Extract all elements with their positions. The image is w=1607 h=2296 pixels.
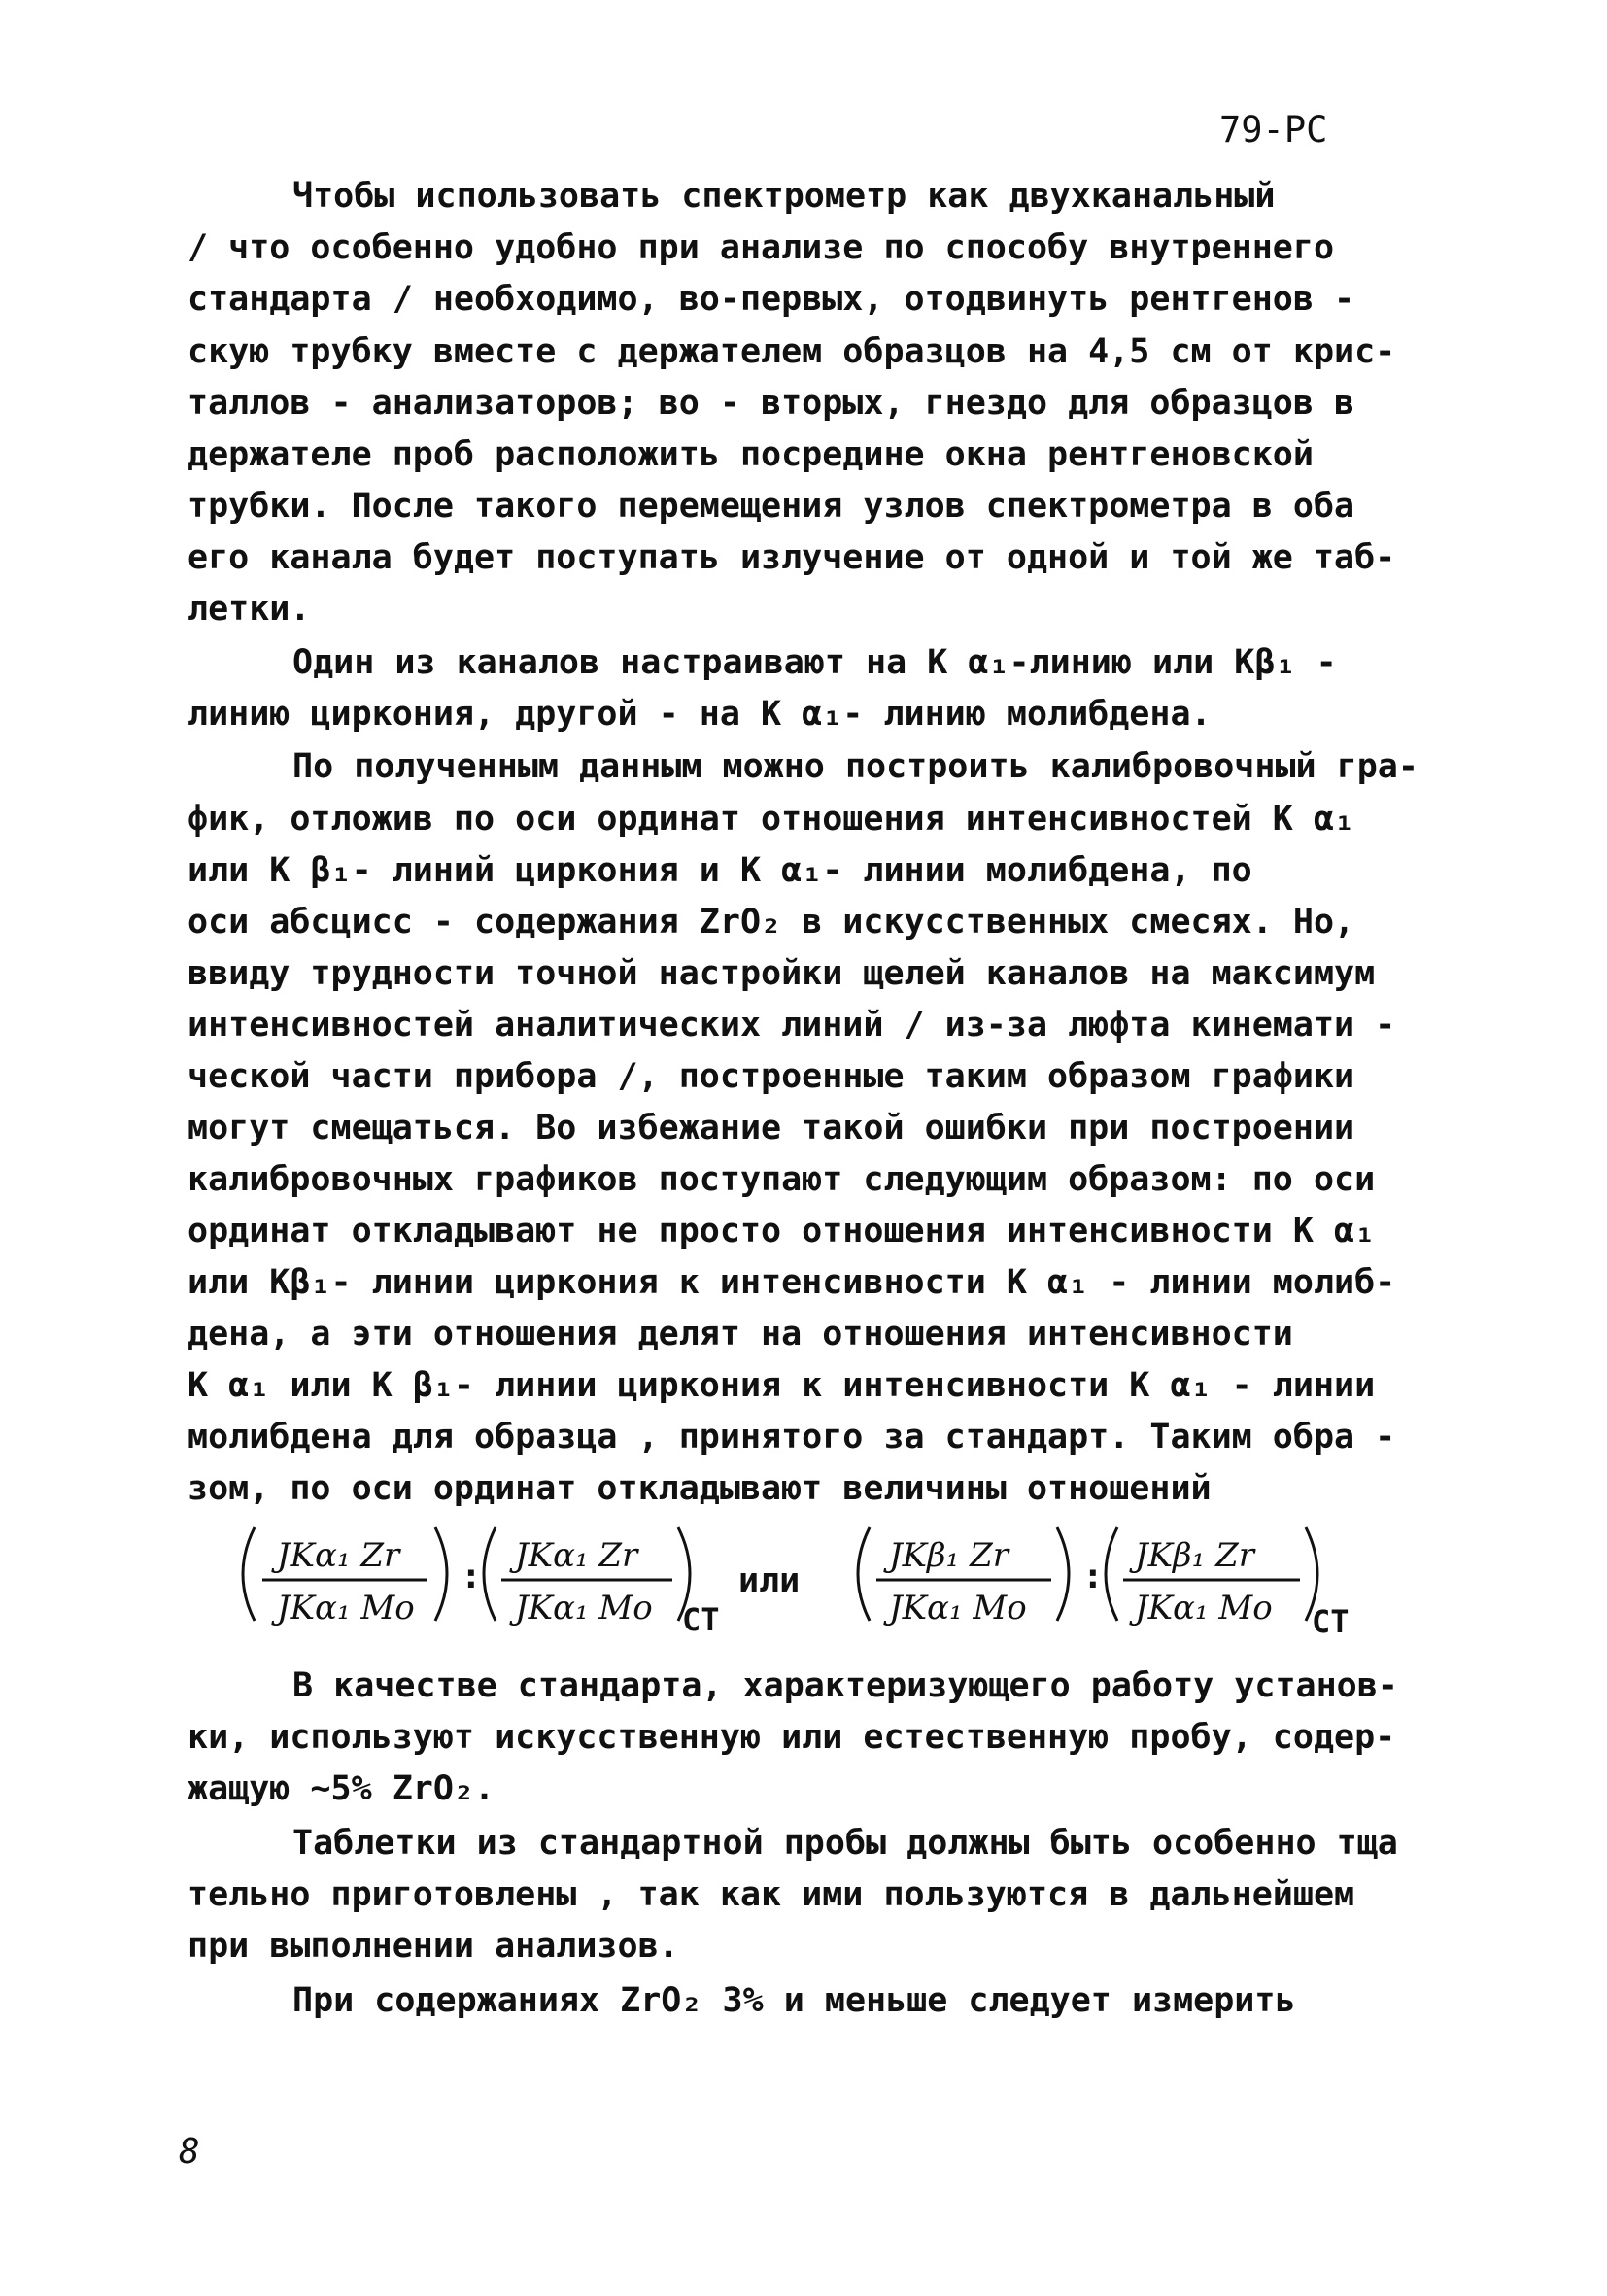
right-paren [435,1527,447,1621]
text-line: таллов - анализаторов; во - вторых, гнездо для образцов в [188,384,1355,423]
text-line: при выполнении анализов. [188,1927,679,1966]
left-paren [243,1527,255,1621]
text-line: ординат откладывают не просто отношения интенсивности K α₁ [188,1212,1376,1251]
text-line: ки, используют искусственную или естественную пробу, содер- [188,1718,1396,1757]
text-line: В качестве стандарта, характеризующего работу установ- [292,1666,1398,1705]
text-line: жащую ~5% ZrO₂. [188,1769,496,1808]
text-line: держателе проб расположить посредине окна рентгеновской [188,435,1314,474]
text-line: летки. [188,590,311,629]
text-line: или K β₁- линий циркония и K α₁- линии молибдена, по [188,851,1252,890]
colon: : [1082,1557,1104,1596]
text-line: Один из каналов настраивают на K α₁-линию или Kβ₁ - [292,643,1337,682]
numerator: JKα₁ Zr [277,1536,400,1575]
text-line: K α₁ или K β₁- линии циркония к интенсивности K α₁ - линии [188,1366,1376,1405]
text-line: стандарта / необходимо, во-первых, отодвинуть рентгенов - [188,280,1355,319]
text-line: При содержаниях ZrO₂ 3% и меньше следует измерить [292,1981,1296,2020]
standard-subscript: CT [1312,1603,1350,1640]
standard-subscript: CT [682,1601,720,1638]
numerator: JKβ₁ Zr [1135,1536,1255,1575]
colon: : [461,1557,482,1596]
text-line: Таблетки из стандартной пробы должны быть особенно тща [292,1824,1398,1863]
left-paren [858,1527,870,1621]
right-paren [1057,1527,1069,1621]
text-line: фик, отложив по оси ординат отношения интенсивностей K α₁ [188,800,1355,839]
text-line: интенсивностей аналитических линий / из-за люфта кинемати - [188,1006,1396,1045]
text-line: калибровочных графиков поступают следующим образом: по оси [188,1160,1376,1199]
text-line: ввиду трудности точной настройки щелей каналов на максимум [188,954,1376,993]
denominator: JKα₁ Mo [889,1589,1027,1628]
text-line: По полученным данным можно построить калибровочный гра- [292,747,1419,786]
denominator: JKα₁ Mo [277,1589,415,1628]
text-line: Чтобы использовать спектрометр как двухканальный [292,177,1276,216]
text-line: или Kβ₁- линии циркония к интенсивности K α₁ - линии молиб- [188,1263,1396,1302]
text-line: трубки. После такого перемещения узлов спектрометра в оба [188,487,1355,526]
numerator: JKα₁ Zr [515,1536,638,1575]
or-connector: или [738,1561,801,1600]
text-line: могут смещаться. Во избежание такой ошибки при построении [188,1109,1355,1148]
document-code: 79-PC [1219,109,1328,151]
text-line: тельно приготовлены , так как ими пользуются в дальнейшем [188,1875,1355,1914]
text-line: / что особенно удобно при анализе по способу внутреннего [188,228,1335,267]
right-paren [1306,1527,1317,1621]
text-line: линию циркония, другой - на K α₁- линию молибдена. [188,695,1212,734]
numerator: JKβ₁ Zr [889,1536,1009,1575]
text-line: зом, по оси ординат откладывают величины отношений [188,1469,1212,1508]
text-line: его канала будет поступать излучение от одной и той же таб- [188,538,1396,577]
text-line: ческой части прибора /, построенные таким образом графики [188,1057,1355,1096]
page-number: 8 [179,2132,200,2172]
text-line: скую трубку вместе с держателем образцов на 4,5 см от крис- [188,332,1396,371]
denominator: JKα₁ Mo [1135,1589,1273,1628]
left-paren [484,1527,496,1621]
text-line: дена, а эти отношения делят на отношения интенсивности [188,1315,1293,1354]
text-line: оси абсцисс - содержания ZrO₂ в искусственных смесях. Но, [188,903,1355,942]
denominator: JKα₁ Mo [515,1589,653,1628]
text-line: молибдена для образца , принятого за стандарт. Таким обра - [188,1418,1396,1456]
right-paren [678,1527,690,1621]
left-paren [1106,1527,1117,1621]
